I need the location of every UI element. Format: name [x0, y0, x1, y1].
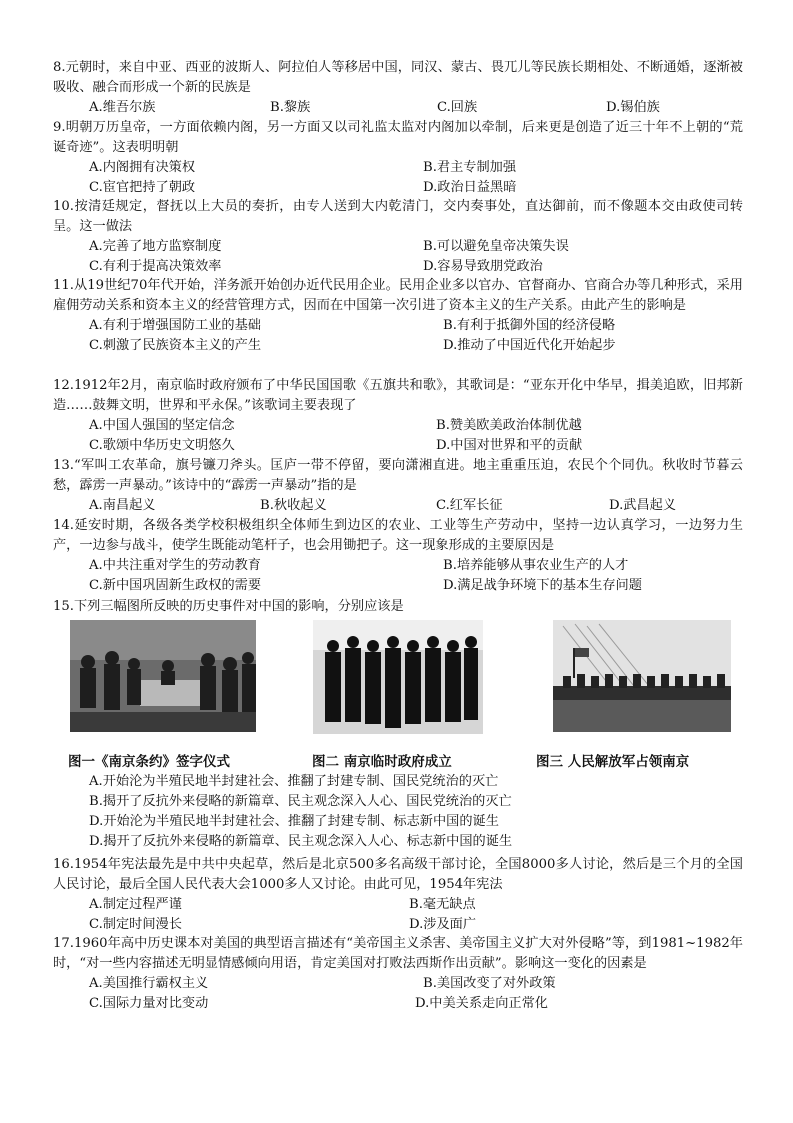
- question-12: [53, 376, 743, 456]
- option-b: B.揭开了反抗外来侵略的新篇章、民主观念深入人心、国民党统治的灭亡: [89, 794, 512, 809]
- option-c: C.回族: [437, 100, 478, 115]
- option-d: D.揭开了反抗外来侵略的新篇章、民主观念深入人心、标志新中国的诞生: [89, 834, 513, 849]
- option-a: A.中共注重对学生的劳动教育: [89, 558, 261, 573]
- option-d: D.推动了中国近代化开始起步: [443, 338, 616, 353]
- option-d: D.容易导致朋党政治: [423, 259, 543, 274]
- question-16: [53, 855, 743, 935]
- option-a: A.维吾尔族: [89, 100, 156, 115]
- option-b: B.黎族: [270, 100, 311, 115]
- option-d: D.中国对世界和平的贡献: [436, 438, 583, 453]
- options-row: [53, 158, 743, 178]
- options-row: [53, 576, 743, 596]
- options-row: [53, 812, 743, 832]
- question-stem: 8.元朝时，来自中亚、西亚的波斯人、阿拉伯人等移居中国，同汉、蒙古、畏兀儿等民族长期相处、不断通婚，逐渐被吸收、融合而形成一个新的民族是: [53, 60, 743, 95]
- option-c: C.新中国巩固新生政权的需要: [89, 578, 262, 593]
- option-c: C.宦官把持了朝政: [89, 180, 196, 195]
- option-a: A.中国人强国的坚定信念: [89, 418, 235, 433]
- option-b: B.培养能够从事农业生产的人才: [443, 558, 629, 573]
- option-c: C.制定时间漫长: [89, 917, 182, 932]
- question-stem: 13.“军叫工农革命，旗号镰刀斧头。匡庐一带不停留，要向潇湘直进。地主重重压迫，农民个个同仇。秋收时节暮云愁，霹雳一声暴动。”该诗中的“霹雳一声暴动”指的是: [53, 458, 743, 493]
- option-d: D.武昌起义: [609, 498, 677, 513]
- options-row: [53, 316, 743, 336]
- options-row: [53, 974, 743, 994]
- options-row: [53, 436, 743, 456]
- question-stem: 12.1912年2月，南京临时政府颁布了中华民国国歌《五旗共和歌》，其歌词是：“亚东开化中华早，揖美追欧，旧邦新造……鼓舞文明，世界和平永保。”该歌词主要表现了: [53, 378, 743, 413]
- options-row: [53, 994, 743, 1014]
- options-row: [53, 336, 743, 356]
- option-c: C.刺激了民族资本主义的产生: [89, 338, 262, 353]
- option-a: A.有利于增强国防工业的基础: [89, 318, 261, 333]
- option-d: D.涉及面广: [409, 917, 477, 932]
- option-a: A.开始沦为半殖民地半封建社会、推翻了封建专制、国民党统治的灭亡: [89, 774, 499, 789]
- question-13: [53, 456, 743, 516]
- question-stem: 11.从19世纪70年代开始，洋务派开始创办近代民用企业。民用企业多以官办、官督商办、官商合办等几种形式，采用雇佣劳动关系和资本主义的经营管理方式，因而在中国第一次引进了资本主义的生产关系。由此产生的影响是: [53, 278, 743, 313]
- option-a: A.制定过程严谨: [89, 897, 182, 912]
- question-10: [53, 197, 743, 277]
- options-row: [53, 556, 743, 576]
- options-row: [53, 895, 743, 915]
- options-row: [53, 772, 743, 792]
- options-row: [53, 915, 743, 935]
- option-d: D.锡伯族: [606, 100, 660, 115]
- option-d: D.政治日益黑暗: [423, 180, 517, 195]
- options-row: [53, 98, 743, 118]
- question-stem: 14.延安时期，各级各类学校积极组织全体师生到边区的农业、工业等生产劳动中，坚持一边认真学习，一边努力生产，一边参与战斗，使学生既能动笔杆子，也会用锄把子。这一现象形成的主要原因是: [53, 518, 743, 553]
- option-c: C.歌颂中华历史文明悠久: [89, 438, 235, 453]
- question-15: [53, 597, 743, 617]
- options-row: [53, 496, 743, 516]
- question-15-options: [53, 772, 743, 852]
- question-8: [53, 58, 743, 118]
- options-row: [53, 832, 743, 852]
- options-row: [53, 257, 743, 277]
- question-stem: 17.1960年高中历史课本对美国的典型语言描述有“美帝国主义杀害、美帝国主义扩大对外侵略”等，到1981~1982年时，“对一些内容描述无明显情感倾向用语，肯定美国对打败法西斯作出贡献”。影响这一变化的因素是: [53, 936, 743, 971]
- figure-3-caption: 图三 人民解放军占领南京: [536, 754, 690, 770]
- option-d: D.满足战争环境下的基本生存问题: [443, 578, 642, 593]
- option-a: A.内阁拥有决策权: [89, 160, 196, 175]
- figure-1-caption: 图一《南京条约》签字仪式: [68, 754, 230, 770]
- question-14: [53, 516, 743, 596]
- question-9: [53, 118, 743, 198]
- question-stem: 9.明朝万历皇帝，一方面依赖内阁，另一方面又以司礼监太监对内阁加以牵制，后来更是创造了近三十年不上朝的“荒诞奇迹”。这表明明朝: [53, 120, 743, 155]
- figure-3-photo: [553, 620, 731, 732]
- option-a: A.南昌起义: [89, 498, 156, 513]
- options-row: [53, 178, 743, 198]
- question-stem: 16.1954年宪法最先是中共中央起草，然后是北京500多名高级干部讨论，全国8000多人讨论，然后是三个月的全国人民讨论，最后全国人民代表大会1000多人又讨论。由此可见，1954年宪法: [53, 857, 743, 892]
- option-b: B.可以避免皇帝决策失误: [423, 239, 569, 254]
- question-stem: 15.下列三幅图所反映的历史事件对中国的影响，分别应该是: [53, 599, 404, 614]
- figure-2-caption: 图二 南京临时政府成立: [312, 754, 452, 770]
- option-a: A.完善了地方监察制度: [89, 239, 222, 254]
- option-c: C.有利于提高决策效率: [89, 259, 222, 274]
- question-11: [53, 276, 743, 356]
- option-b: B.美国改变了对外政策: [423, 976, 556, 991]
- option-d: D.中美关系走向正常化: [415, 996, 548, 1011]
- question-17: [53, 934, 743, 1014]
- options-row: [53, 237, 743, 257]
- option-b: B.君主专制加强: [423, 160, 517, 175]
- options-row: [53, 416, 743, 436]
- figure-strip: [68, 620, 738, 770]
- figure-1-photo: [70, 620, 256, 732]
- option-b: B.有利于抵御外国的经济侵略: [443, 318, 616, 333]
- option-b: B.毫无缺点: [409, 897, 476, 912]
- option-b: B.秋收起义: [260, 498, 327, 513]
- figure-2-photo: [313, 620, 483, 734]
- option-a: A.美国推行霸权主义: [89, 976, 209, 991]
- option-c: C.红军长征: [436, 498, 503, 513]
- option-c: C.国际力量对比变动: [89, 996, 209, 1011]
- question-stem: 10.按清廷规定，督抚以上大员的奏折，由专人送到大内乾清门，交内奏事处，直达御前，而不像题本交由政使司转呈。这一做法: [53, 199, 743, 234]
- option-c: D.开始沦为半殖民地半封建社会、推翻了封建专制、标志新中国的诞生: [89, 814, 499, 829]
- options-row: [53, 792, 743, 812]
- option-b: B.赞美欧美政治体制优越: [436, 418, 582, 433]
